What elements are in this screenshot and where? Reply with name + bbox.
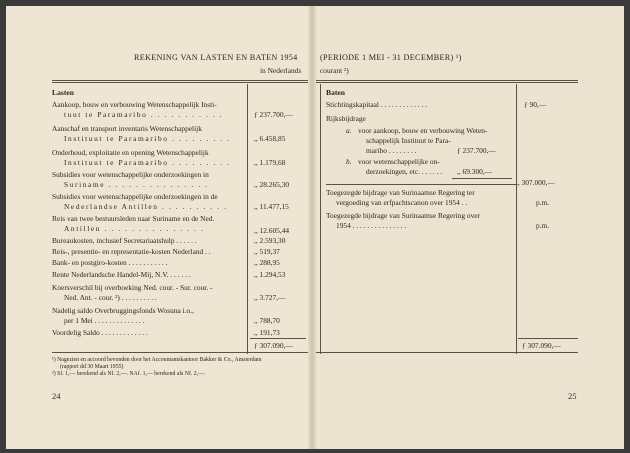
lasten-row-4-line2: Suriname . . . . . . . . . . . . . . . xyxy=(64,180,209,189)
lasten-row-5-line1: Subsidies voor wetenschappelijke onderzoekingen in de xyxy=(52,192,218,201)
rijksbijdrage-a-line3: maribo . . . . . . . . xyxy=(366,146,417,155)
lasten-row-6-amount: ,, 12.605,44 xyxy=(254,226,290,235)
footnote-1-continuation: (rapport dd 30 Maart 1955) xyxy=(60,364,124,370)
rijksbijdrage-b-marker: b. xyxy=(346,157,352,166)
rijksbijdrage-total: ,, 307.000,— xyxy=(516,178,555,187)
lasten-row-4-amount: ,, 28.265,30 xyxy=(254,180,290,189)
toegezegd-1-line2: vergoeding van erfpachtscanon over 1954 . . xyxy=(336,198,468,207)
lasten-row-9-amount: ,, 288,95 xyxy=(254,258,280,267)
toegezegd-1-amount: p.m. xyxy=(536,198,550,207)
lasten-row-11-line2: Ned. Ant. - cour. ²) . . . . . . . . . . xyxy=(64,293,157,302)
lasten-row-1-line2: tuut te Paramaribo . . . . . . . . . . . xyxy=(64,110,224,119)
rijksbijdrage-a-line2: schappelijk Instituut te Para- xyxy=(366,136,451,145)
lasten-row-7-amount: ,, 2.593,30 xyxy=(254,236,286,245)
footnote-2: ²) Sf. 1,— berekend als Nf. 2,—. NAf. 1,— berekend als Nf. 2,—. xyxy=(52,371,206,377)
toegezegd-2-line2: 1954 . . . . . . . . . . . . . . . xyxy=(336,221,407,230)
lasten-row-2-line1: Aanschaf en transport inventaris Wetenschappelijk xyxy=(52,124,202,133)
lasten-row-6-line1: Reis van twee bestuursleden naar Suriname en de Ned. xyxy=(52,214,215,223)
book-gutter xyxy=(308,6,316,449)
lasten-row-12-line1: Nadelig saldo Overbruggingsfonds Wosuna i.o., xyxy=(52,306,194,315)
lasten-row-13-amount: ,, 191,73 xyxy=(254,328,280,337)
toegezegd-2-amount: p.m. xyxy=(536,221,550,230)
right-total: ƒ 307.090,— xyxy=(522,341,561,350)
right-margin-line xyxy=(320,84,321,354)
lasten-row-11-line1: Koersverschil bij overboeking Ned. cour. - Sur. cour. - xyxy=(52,283,213,292)
lasten-row-6-line2: Antillen . . . . . . . . . . . . . . . xyxy=(64,224,205,233)
stichtingskapitaal-label: Stichtingskapitaal . . . . . . . . . . . . . xyxy=(326,100,427,109)
right-subtitle: courant ²) xyxy=(320,66,349,75)
toegezegd-2-line1: Toegezegde bijdrage van Surinaamse Regering over xyxy=(326,211,481,220)
right-total-rule xyxy=(518,338,578,339)
lasten-row-11-amount: ,, 3.727,— xyxy=(254,293,286,302)
lasten-row-10: Rente Nederlandsche Handel-Mij, N.V. . . . . . . xyxy=(52,270,191,279)
left-top-rule xyxy=(52,80,308,81)
right-top-rule-2 xyxy=(316,82,578,83)
lasten-row-12-line2: per 1 Mei . . . . . . . . . . . . . . xyxy=(64,316,145,325)
lasten-row-4-line1: Subsidies voor wetenschappelijke onderzoekingen in xyxy=(52,170,209,179)
rijksbijdrage-label: Rijksbijdrage xyxy=(326,114,366,123)
lasten-header: Lasten xyxy=(52,88,74,97)
left-subtitle: in Nederlands xyxy=(260,66,302,75)
lasten-row-2-amount: ,, 6.458,85 xyxy=(254,134,286,143)
stichtingskapitaal-amount: ƒ 90,— xyxy=(524,100,547,109)
lasten-row-9: Bank- en postgiro-kosten . . . . . . . . . . . xyxy=(52,258,168,267)
lasten-row-1-line1: Aankoop, bouw en verbouwing Wetenschappelijk Insti- xyxy=(52,100,217,109)
rijksbijdrage-subtotal-rule xyxy=(452,178,512,179)
left-bottom-rule xyxy=(52,352,308,353)
rijksbijdrage-b-line1: voor wetenschappelijke on- xyxy=(358,157,440,166)
left-total-rule xyxy=(250,338,306,339)
rijksbijdrage-b-amount: ,, 69.300,— xyxy=(457,167,493,176)
toegezegd-1-line1: Toegezegde bijdrage van Surinaamse Regering ter xyxy=(326,188,475,197)
lasten-row-8: Reis-, presentie- en representatie-kosten Nederland . . xyxy=(52,247,211,256)
lasten-row-5-line2: Nederlandse Antillen . . . . . . . . . . xyxy=(64,202,228,211)
left-top-rule-2 xyxy=(52,82,308,83)
footnote-1: ¹) Nagezien en accoord bevonden door het Accountantskantoor Bakker & Co., Amsterdam xyxy=(52,357,262,363)
lasten-row-3-line1: Onderhoud, exploitatie en opening Wetenschappelijk xyxy=(52,148,209,157)
lasten-row-3-amount: ,, 1.179,68 xyxy=(254,158,286,167)
rijksbijdrage-a-marker: a. xyxy=(346,126,352,135)
lasten-row-1-amount: ƒ 237.700,— xyxy=(254,110,293,119)
lasten-row-10-amount: ,, 1.294,53 xyxy=(254,270,286,279)
lasten-row-8-amount: ,, 519,37 xyxy=(254,247,280,256)
right-section-rule xyxy=(326,184,516,185)
right-amount-column-line xyxy=(516,84,517,354)
left-amount-column-line xyxy=(247,84,248,354)
right-top-rule xyxy=(316,80,578,81)
baten-header: Baten xyxy=(326,88,345,97)
left-page-number: 24 xyxy=(52,391,61,401)
lasten-row-13: Voordelig Saldo . . . . . . . . . . . . . xyxy=(52,328,148,337)
right-bottom-rule xyxy=(316,352,578,353)
lasten-row-5-amount: ,, 11.477,15 xyxy=(254,202,289,211)
left-total: ƒ 307.090,— xyxy=(254,341,293,350)
lasten-row-7: Bureaukosten, inclusief Secretariaatshulp . . . . . . xyxy=(52,236,197,245)
rijksbijdrage-a-line1: voor aankoop, bouw en verbouwing Weten- xyxy=(358,126,488,135)
rijksbijdrage-a-amount: ƒ 237.700,— xyxy=(457,146,496,155)
right-page-number: 25 xyxy=(568,391,577,401)
rijksbijdrage-b-line2: derzoekingen, etc. . . . . . . xyxy=(366,167,443,176)
lasten-row-2-line2: Instituut te Paramaribo . . . . . . . . . xyxy=(64,134,231,143)
right-title: (PERIODE 1 MEI - 31 DECEMBER) ¹) xyxy=(320,53,462,62)
lasten-row-12-amount: ,, 788,70 xyxy=(254,316,280,325)
left-title: REKENING VAN LASTEN EN BATEN 1954 xyxy=(134,53,298,62)
lasten-row-3-line2: Instituut te Paramaribo . . . . . . . . . xyxy=(64,158,231,167)
